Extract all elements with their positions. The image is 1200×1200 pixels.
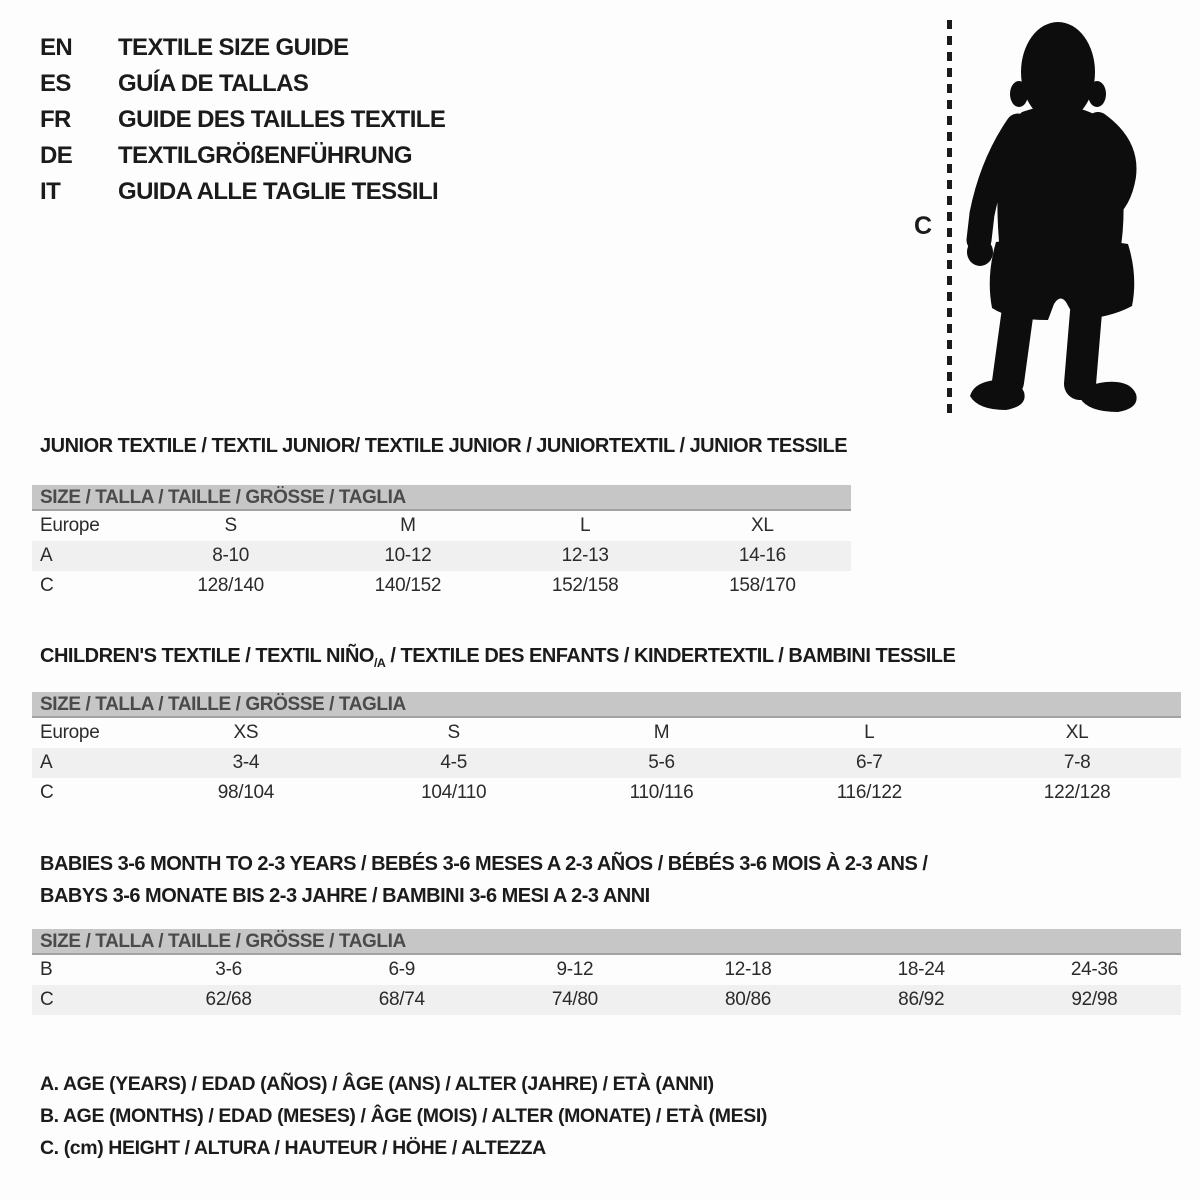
row-label: Europe (40, 515, 100, 536)
children-size-header: SIZE / TALLA / TAILLE / GRÖSSE / TAGLIA (32, 692, 1181, 718)
title-text: CHILDREN'S TEXTILE / TEXTIL NIÑO (40, 645, 374, 667)
age-cell: 8-10 (142, 541, 319, 571)
row-label: B (40, 959, 53, 980)
junior-size-table (32, 485, 851, 601)
language-label: GUIDE DES TAILLES TEXTILE (118, 106, 446, 133)
age-cell: 24-36 (1070, 959, 1118, 980)
height-measure-dashed-line (947, 20, 952, 416)
size-cell: L (579, 515, 591, 536)
size-cell: XS (233, 722, 259, 743)
size-cell: XL (1065, 722, 1089, 743)
section-title-babies (40, 848, 927, 912)
language-label: GUIDA ALLE TAGLIE TESSILI (118, 178, 439, 205)
title-subscript: /A (373, 656, 386, 670)
height-cell: 92/98 (1008, 985, 1181, 1015)
table-row (32, 541, 851, 571)
size-cell: S (224, 515, 237, 536)
row-label: C (40, 575, 54, 596)
age-cell: 12-13 (497, 541, 674, 571)
table-row (32, 748, 1181, 778)
age-cell: 3-6 (215, 959, 242, 980)
language-label: TEXTILGRÖßENFÜHRUNG (118, 142, 412, 169)
table-row (32, 985, 1181, 1015)
language-list (40, 30, 445, 210)
age-cell: 18-24 (897, 959, 945, 980)
size-cell: M (400, 515, 416, 536)
language-label: GUÍA DE TALLAS (118, 70, 309, 97)
table-row (32, 511, 851, 541)
height-cell: 116/122 (836, 782, 902, 803)
height-cell: 74/80 (488, 985, 661, 1015)
section-title-children (40, 640, 955, 679)
height-cell: 158/170 (729, 575, 796, 596)
legend-line-c: C. (cm) HEIGHT / ALTURA / HAUTEUR / HÖHE / ALTEZZA (40, 1137, 546, 1159)
height-cell: 68/74 (315, 985, 488, 1015)
language-row-es (40, 66, 445, 102)
size-cell: L (864, 722, 875, 743)
table-row (32, 571, 851, 601)
age-cell: 10-12 (319, 541, 496, 571)
language-row-it (40, 174, 445, 210)
language-code: DE (40, 142, 73, 169)
age-cell: 7-8 (973, 748, 1181, 778)
age-cell: 4-5 (350, 748, 558, 778)
size-cell: S (447, 722, 460, 743)
language-code: FR (40, 106, 71, 133)
legend-line-b: B. AGE (MONTHS) / EDAD (MESES) / ÂGE (MOIS) / ALTER (MONATE) / ETÀ (MESI) (40, 1105, 767, 1127)
height-cell: 86/92 (835, 985, 1008, 1015)
age-cell: 6-9 (388, 959, 416, 980)
language-row-en (40, 30, 445, 66)
language-row-de (40, 138, 445, 174)
language-label: TEXTILE SIZE GUIDE (118, 34, 349, 61)
title-text: / TEXTILE DES ENFANTS / KINDERTEXTIL / BAMBINI TESSILE (385, 645, 956, 667)
language-code: ES (40, 70, 71, 97)
age-cell: 6-7 (765, 748, 973, 778)
row-label: C (32, 985, 142, 1015)
title-line-1: BABIES 3-6 MONTH TO 2-3 YEARS / BEBÉS 3-6 MESES A 2-3 AÑOS / BÉBÉS 3-6 MOIS À 2-3 ANS / (40, 853, 928, 875)
height-cell: 80/86 (661, 985, 834, 1015)
toddler-silhouette-image (960, 14, 1160, 416)
height-cell: 104/110 (421, 782, 487, 803)
height-cell: 110/116 (629, 782, 694, 803)
height-cell: 98/104 (217, 782, 275, 803)
row-label: C (40, 782, 54, 803)
age-cell: 5-6 (558, 748, 766, 778)
row-label: A (32, 541, 142, 571)
height-cell: 122/128 (1043, 782, 1111, 803)
age-cell: 9-12 (556, 959, 594, 980)
row-label: A (32, 748, 142, 778)
age-cell: 3-4 (142, 748, 350, 778)
title-line-2: BABYS 3-6 MONATE BIS 2-3 JAHRE / BAMBINI 3-6 MESI A 2-3 ANNI (40, 885, 650, 907)
children-size-table (32, 692, 1181, 808)
table-row (32, 718, 1181, 748)
junior-size-header: SIZE / TALLA / TAILLE / GRÖSSE / TAGLIA (32, 485, 851, 511)
language-code: EN (40, 34, 73, 61)
legend-line-a: A. AGE (YEARS) / EDAD (AÑOS) / ÂGE (ANS) / ALTER (JAHRE) / ETÀ (ANNI) (40, 1073, 714, 1095)
age-cell: 12-18 (724, 959, 772, 980)
size-cell: XL (751, 515, 774, 536)
table-row (32, 955, 1181, 985)
language-code: IT (40, 178, 61, 205)
height-cell: 152/158 (551, 575, 619, 596)
height-cell: 62/68 (142, 985, 315, 1015)
row-label: Europe (40, 722, 100, 743)
measure-c-label: C (914, 212, 933, 240)
height-cell: 128/140 (197, 575, 264, 596)
height-cell: 140/152 (374, 575, 442, 596)
babies-size-table (32, 929, 1181, 1015)
babies-size-header: SIZE / TALLA / TAILLE / GRÖSSE / TAGLIA (32, 929, 1181, 955)
size-cell: M (653, 722, 670, 743)
section-title-junior: JUNIOR TEXTILE / TEXTIL JUNIOR/ TEXTILE JUNIOR / JUNIORTEXTIL / JUNIOR TESSILE (40, 435, 848, 457)
age-cell: 14-16 (674, 541, 851, 571)
table-row (32, 778, 1181, 808)
language-row-fr (40, 102, 445, 138)
legend (40, 1068, 767, 1164)
